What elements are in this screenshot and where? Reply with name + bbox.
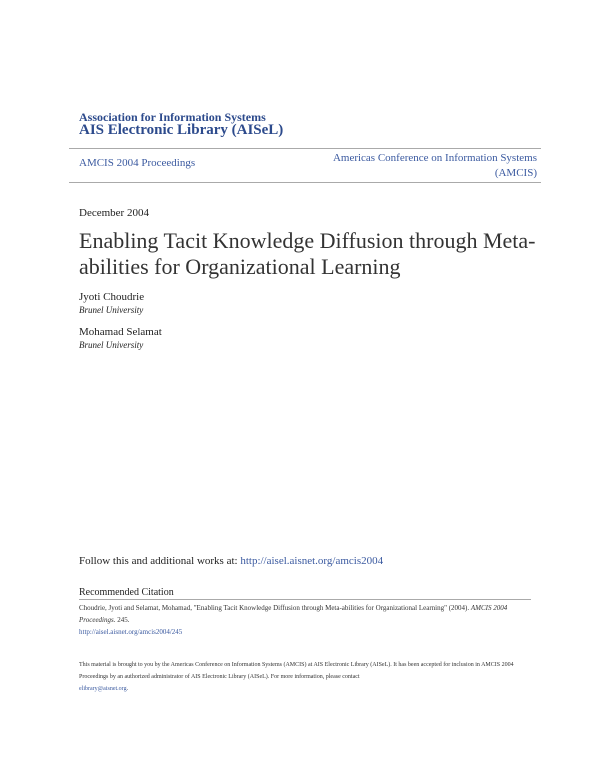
collection-link[interactable]: http://aisel.aisnet.org/amcis2004: [240, 555, 384, 567]
citation-venue: AMCIS 2004 Proceedings: [79, 604, 508, 624]
header-divider-top: [69, 148, 541, 149]
header-divider-bottom: [69, 182, 541, 183]
author-affiliation: Brunel University: [79, 305, 144, 315]
citation-text: Choudrie, Jyoti and Selamat, Mohamad, "Enabling Tacit Knowledge Diffusion through Meta-abilities for Organizational Learning" (2004).: [79, 604, 471, 612]
notice-end: .: [126, 686, 129, 692]
conference-abbrev[interactable]: (AMCIS): [494, 167, 537, 179]
publication-date: December 2004: [79, 207, 149, 219]
conference-link[interactable]: [307, 151, 537, 181]
recommended-citation: [79, 602, 534, 638]
author-affiliation: Brunel University: [79, 340, 144, 350]
availability-notice: [79, 659, 534, 695]
follow-line: [79, 555, 383, 567]
contact-email-link[interactable]: elibrary@aisnet.org: [79, 686, 127, 692]
paper-title: Enabling Tacit Knowledge Diffusion through Meta-abilities for Organizational Learning: [79, 228, 536, 279]
citation-divider: [79, 599, 531, 600]
notice-text: This material is brought to you by the Americas Conference on Information Systems (AMCIS) at AIS Electronic Library (AISeL). It has been accepted for inclusion in AMCIS 2004 Proceedings by an authorized administrator of AIS Electronic Library (AISeL). For more information, please contact: [79, 662, 514, 680]
proceedings-link[interactable]: AMCIS 2004 Proceedings: [79, 157, 196, 169]
author-name: Mohamad Selamat: [79, 326, 162, 338]
citation-number: . 245.: [113, 616, 130, 624]
citation-link[interactable]: http://aisel.aisnet.org/amcis2004/245: [79, 628, 183, 636]
recommended-citation-heading: Recommended Citation: [79, 587, 174, 598]
conference-name[interactable]: Americas Conference on Information Systems: [332, 152, 537, 164]
follow-text: Follow this and additional works at:: [79, 555, 241, 567]
library-name[interactable]: AIS Electronic Library (AISeL): [79, 122, 284, 138]
association-name: Association for Information Systems: [79, 110, 266, 124]
author-name: Jyoti Choudrie: [79, 291, 145, 303]
